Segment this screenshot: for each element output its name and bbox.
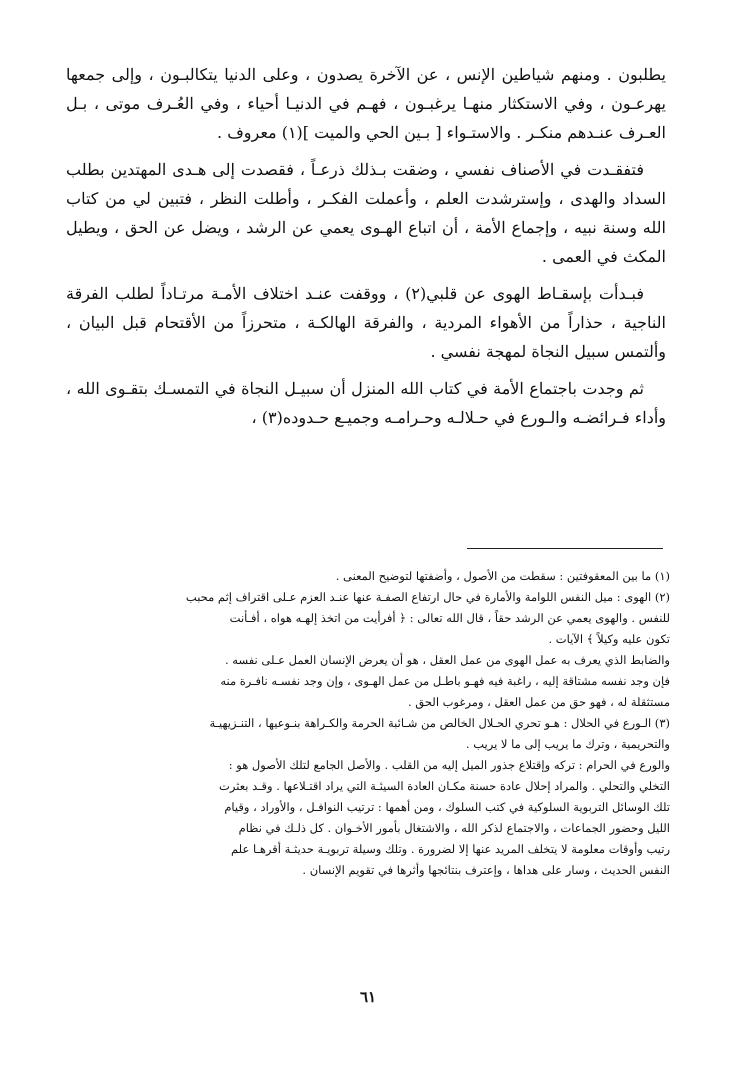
footnote-line: تكون عليه وكيلاً ﴾ الآيات . xyxy=(548,632,670,646)
footnote-line: (٣) الـورع في الحلال : هـو تحري الحـلال الخالص من شـائبة الحرمة والكـراهة بنـوعيها ، التنـزيهيـة xyxy=(209,716,670,730)
paragraph: ثم وجدت باجتماع الأمة في كتاب الله المنزل أن سبيـل النجاة في التمسـك بتقـوى الله ، وأداء فـرائضـه والـورع في حـلالـه وحـرامـه وجميـع حـدوده(٣) ، xyxy=(66,379,666,427)
footnote-separator xyxy=(467,548,663,549)
footnotes xyxy=(66,566,670,881)
footnote-line: (١) ما بين المعقوفتين : سقطت من الأصول ، وأضفتها لتوضيح المعنى . xyxy=(335,569,670,583)
footnote-line: والضابط الذي يعرف به عمل الهوى من عمل العقل ، هو أن يعرض الإنسان العمل عـلى نفسه . xyxy=(224,653,670,667)
footnote-line: النفس الحديث ، وسار على هداها ، وإعترف بنتائجها وأثرها في تقويم الإنسان . xyxy=(302,863,670,877)
footnote-line: (٢) الهوى : ميل النفس اللوامة والأمارة في حال ارتفاع الصفـة عنها عنـد العزم عـلى اقتراف إثم محبب xyxy=(185,590,670,604)
paragraph: فبـدأت بإسقـاط الهوى عن قلبي(٢) ، ووقفت عنـد اختلاف الأمـة مرتـاداً لطلب الفرقة الناجية ، حذاراً من الأهواء المردية ، والفرقة الهالكـة ، متحرزاً من الأقتحام قبل البيان ، وألتمس سبيل النجاة لمهجة نفسي . xyxy=(66,284,666,361)
footnote-line: تلك الوسائل التربوية السلوكية في كتب السلوك ، ومن أهمها : ترتيب النوافـل ، والأوراد ، وقيام xyxy=(224,800,670,814)
footnote-line: مستثقلة له ، فهو حق من عمل العقل ، ومرغوب الحق . xyxy=(407,695,670,709)
paragraph: فتفقـدت في الأصناف نفسي ، وضقت بـذلك ذرعـاً ، فقصدت إلى هـدى المهتدين بطلب السداد والهدى ، وإسترشدت العلم ، وأعملت الفكـر ، وأطلت النظر ، فتبين لي من كتاب الله وسنة نبيه ، وإجماع الأمة ، أن اتباع الهـوى يعمي عن الرشد ، ويضل عن الحق ، ويطيل المكث في العمى . xyxy=(66,160,666,266)
main-text xyxy=(66,60,666,440)
footnote-line: والورع في الحرام : تركه وإقتلاع جذور الميل إليه من القلب . والأصل الجامع لتلك الأصول هو : xyxy=(228,758,670,772)
footnote-line: والتحريمية ، وترك ما يريب إلى ما لا يريب . xyxy=(465,737,670,751)
footnote-line: الليل وحضور الجماعات ، والاجتماع لذكر الله ، والاشتغال بأمور الأخـوان . كل ذلـك في نظام xyxy=(238,821,670,835)
paragraph: يطلبون . ومنهم شياطين الإنس ، عن الآخرة يصدون ، وعلى الدنيا يتكالبـون ، وإلى جمعها يهرعـون ، وفي الاستكثار منهـا يرغبـون ، فهـم في الدنيـا أحياء ، وفي العُـرف موتى ، بـل العـرف عنـدهم منكـر . والاستـواء [ بـين الحي والميت ](١) معروف . xyxy=(66,65,666,142)
footnote-line: فإن وجد نفسه مشتاقة إليه ، راغبة فيه فهـو باطـل من عمل الهـوى ، وإن وجد نفسـه نافـرة منه xyxy=(220,674,670,688)
footnote-line: التخلي والتحلي . والمراد إحلال عادة حسنة مكـان العادة السيئـة التي يراد اقتـلاعها . وقـد بعثرت xyxy=(219,779,670,793)
footnote-line: للنفس . والهوى يعمي عن الرشد حقاً ، قال الله تعالى : ﴿ أفرأيت من اتخذ إلهـه هواه ، أفـأنت xyxy=(229,611,670,625)
page-number: ٦١ xyxy=(359,988,377,1006)
footnote-line: رتيب وأوقات معلومة لا يتخلف المريد عنها إلا لضرورة . وتلك وسيلة تربويـة حديثـة أقرهـا علم xyxy=(230,842,670,856)
